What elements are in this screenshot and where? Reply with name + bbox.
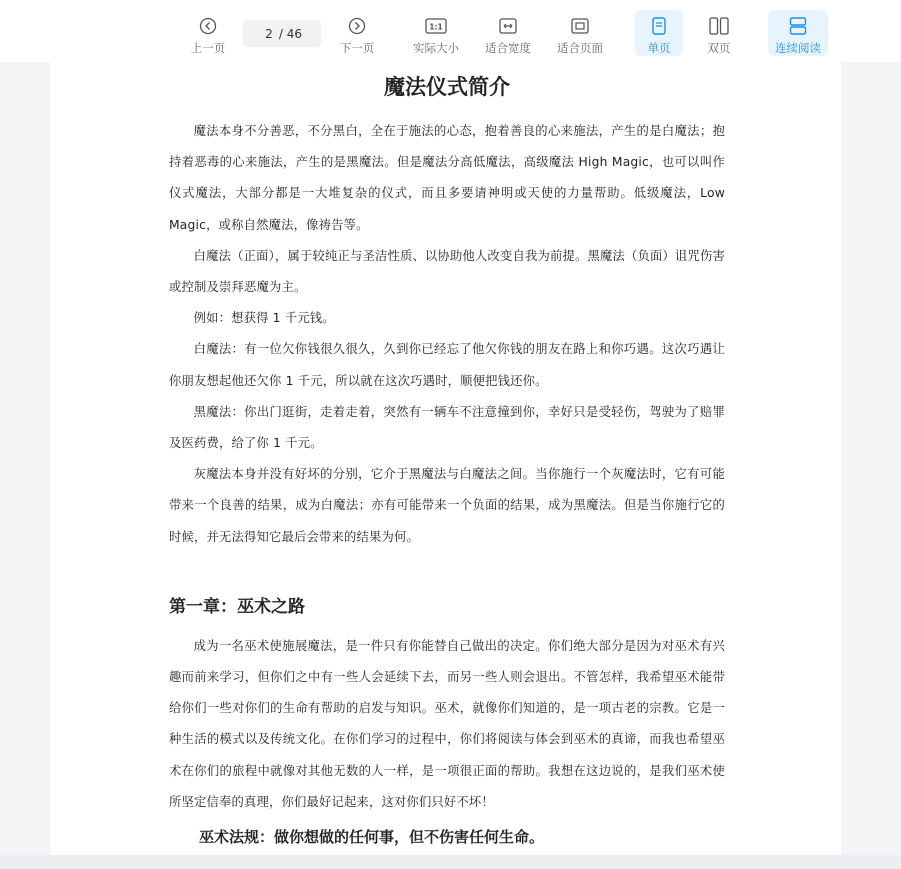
law-heading: 巫术法规：做你想做的任何事，但不伤害任何生命。 <box>199 828 545 847</box>
actual-size-button[interactable] <box>408 10 464 56</box>
page-indicator <box>243 20 321 47</box>
body-paragraph: 例如：想获得 1 千元钱。 <box>193 311 335 326</box>
document-page <box>50 62 841 869</box>
next-page-label: 下一页 <box>339 41 375 55</box>
single-page-icon <box>651 15 667 36</box>
chapter-heading: 第一章：巫术之路 <box>169 596 305 617</box>
fit-width-icon <box>499 15 517 36</box>
next-page-button[interactable] <box>334 10 380 56</box>
prev-page-button[interactable] <box>185 10 231 56</box>
fit-page-label: 适合页面 <box>557 41 603 55</box>
chevron-right-circle-icon <box>348 15 366 36</box>
actual-size-icon-text: 1:1 <box>429 22 443 31</box>
document-title: 魔法仪式简介 <box>384 74 510 99</box>
body-paragraph: 黑魔法：你出门逛街，走着走着，突然有一辆车不注意撞到你，幸好只是受轻伤，驾驶为了赔罪及医药费，给了你 1 千元。 <box>169 404 725 451</box>
double-page-button[interactable] <box>696 10 742 56</box>
body-paragraph: 灰魔法本身并没有好坏的分别，它介于黑魔法与白魔法之间。当你施行一个灰魔法时，它有可能带来一个良善的结果，成为白魔法；亦有可能带来一个负面的结果，成为黑魔法。但是当你施行它的时候，并无法得知它最后会带来的结果为何。 <box>169 467 725 544</box>
single-page-label: 单页 <box>647 41 671 55</box>
bottom-scroll-area <box>0 855 901 869</box>
actual-size-label: 实际大小 <box>413 41 459 55</box>
fit-page-icon <box>571 15 589 36</box>
fit-width-label: 适合宽度 <box>485 41 531 55</box>
chevron-left-circle-icon <box>199 15 217 36</box>
reader-toolbar <box>0 0 901 62</box>
body-paragraph: 白魔法（正面），属于较纯正与圣洁性质、以协助他人改变自我为前提。黑魔法（负面）诅咒伤害或控制及崇拜恶魔为主。 <box>169 248 725 295</box>
page-content <box>169 62 725 850</box>
actual-size-icon <box>425 15 447 36</box>
body-paragraph: 魔法本身不分善恶，不分黑白，全在于施法的心态，抱着善良的心来施法，产生的是白魔法；抱持着恶毒的心来施法，产生的是黑魔法。但是魔法分高低魔法，高级魔法 High Magic，也可以叫作仪式魔法，大部分都是一大堆复杂的仪式，而且多要请神明或天使的力量帮助。低级魔法，Low Magic，或称自然魔法，像祷告等。 <box>169 124 725 232</box>
prev-page-label: 上一页 <box>190 41 226 55</box>
total-pages: / 46 <box>278 26 303 41</box>
fit-width-button[interactable] <box>480 10 536 56</box>
fit-page-button[interactable] <box>552 10 608 56</box>
body-paragraph: 成为一名巫术使施展魔法，是一件只有你能替自己做出的决定。你们绝大部分是因为对巫术有兴趣而前来学习，但你们之中有一些人会延续下去，而另一些人则会退出。不管怎样，我希望巫术能带给你们一些对你们的生命有帮助的启发与知识。巫术，就像你们知道的，是一项古老的宗教。它是一种生活的模式以及传统文化。在你们学习的过程中，你们将阅读与体会到巫术的真谛，而我也希望巫术在你们的旅程中就像对其他无数的人一样，是一项很正面的帮助。我想在这边说的，是我们巫术使所坚定信奉的真理，你们最好记起来，这对你们只好不坏！ <box>169 638 725 809</box>
continuous-read-button[interactable] <box>768 10 828 56</box>
double-page-icon <box>709 15 729 36</box>
continuous-read-icon <box>789 15 807 36</box>
double-page-label: 双页 <box>707 41 731 55</box>
page-number-input[interactable] <box>259 27 279 41</box>
continuous-read-label: 连续阅读 <box>775 41 821 55</box>
body-paragraph: 白魔法：有一位欠你钱很久很久，久到你已经忘了他欠你钱的朋友在路上和你巧遇。这次巧遇让你朋友想起他还欠你 1 千元，所以就在这次巧遇时，顺便把钱还你。 <box>169 342 725 388</box>
single-page-button[interactable] <box>635 10 683 56</box>
